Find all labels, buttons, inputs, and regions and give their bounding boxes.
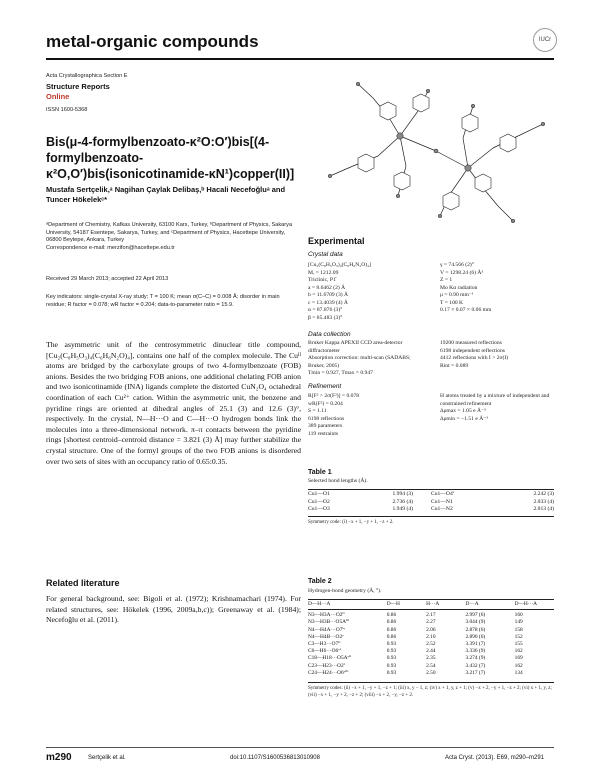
table-cell: 2.27 bbox=[426, 619, 436, 626]
table-row bbox=[308, 663, 554, 670]
hydrogen-bond-table bbox=[308, 601, 554, 677]
footer-rule bbox=[46, 747, 554, 748]
table-cell: 2.890 (6) bbox=[465, 633, 486, 640]
table1-caption: Selected bond lengths (Å). bbox=[308, 478, 368, 484]
table-cell: 149 bbox=[514, 619, 523, 626]
cell-gamma: γ = 74.566 (2)° bbox=[440, 262, 474, 268]
table-header-cell: D—H···A bbox=[515, 601, 554, 610]
table-cell: 0.86 bbox=[386, 612, 397, 619]
cell-volume: V = 1298.24 (6) Å³ bbox=[440, 269, 484, 276]
crystal-formula: [Cu₂(C₈H₅O₃)₄(C₆H₆N₂O)₄] bbox=[308, 262, 371, 268]
table2-top-rule bbox=[308, 599, 554, 600]
table-cell: 2.54 bbox=[426, 662, 436, 669]
iucr-logo: IUCr bbox=[533, 28, 557, 52]
absorption-correction: Absorption correction: multi-scan (SADABS; Bruker, 2005) bbox=[308, 355, 411, 369]
delta-rho-min: Δρmin = −1.51 e Å⁻³ bbox=[440, 415, 488, 422]
table2-caption: Hydrogen-bond geometry (Å, °). bbox=[308, 588, 382, 594]
cell-beta: β = 85.483 (3)° bbox=[308, 314, 343, 321]
z-value: Z = 1 bbox=[440, 277, 453, 283]
table-cell: 2.35 bbox=[426, 655, 436, 662]
table2-symmetry-note: Symmetry codes: (ii) −x + 1, −y + 1, −z + 1; (iii) x, y − 1, z; (iv) x + 1, y, z + 1; (v) −x + 2, −y + 1, −z + 2; (vi) x + 1, y, z; (vii) −x + 1, −y + 2, −z + 2; (viii) −x + 2, −y, −z + 2. bbox=[308, 686, 552, 698]
table-cell: 169 bbox=[514, 655, 523, 662]
table-header-row bbox=[308, 601, 554, 610]
table-header-cell: H···A bbox=[426, 601, 465, 610]
table-row bbox=[308, 619, 554, 626]
parameters: 389 parameters bbox=[308, 423, 343, 429]
table1-heading: Table 1 bbox=[308, 469, 332, 476]
table-cell: 2.013 (4) bbox=[533, 506, 554, 512]
refinement-reflections: 6198 reflections bbox=[308, 415, 345, 422]
footer-page-number: m290 bbox=[46, 752, 72, 763]
table-cell: 3.217 (7) bbox=[465, 669, 486, 676]
cell-a: a = 8.6462 (2) Å bbox=[308, 284, 346, 291]
table-cell: 0.93 bbox=[386, 648, 397, 655]
header-rule bbox=[46, 58, 554, 60]
data-collection-label: Data collection bbox=[308, 331, 351, 338]
observed-reflections: 4412 reflections with I > 2σ(I) bbox=[440, 355, 509, 361]
table-cell: Cu1—O1 bbox=[308, 491, 330, 497]
crystal-system: Triclinic, P1̄ bbox=[308, 277, 336, 283]
table-cell: 134 bbox=[514, 669, 523, 676]
independent-reflections: 6198 independent reflections bbox=[440, 347, 505, 354]
temperature: T = 100 K bbox=[440, 299, 464, 306]
table-row bbox=[308, 627, 554, 634]
refinement-label: Refinement bbox=[308, 383, 342, 390]
refinement-right bbox=[440, 393, 555, 423]
table-cell: 0.86 bbox=[386, 626, 397, 633]
table-cell: 1.949 (4) bbox=[392, 506, 413, 512]
data-collection-left bbox=[308, 340, 428, 378]
measured-reflections: 19200 measured reflections bbox=[440, 340, 502, 346]
table-cell: 1.994 (3) bbox=[392, 491, 413, 497]
table2-heading: Table 2 bbox=[308, 578, 332, 585]
mu-value: μ = 0.90 mm⁻¹ bbox=[440, 292, 474, 298]
table-cell: 3.274 (9) bbox=[465, 655, 486, 662]
table-cell: 2.242 (3) bbox=[533, 491, 554, 497]
table-cell: Cu1—N1 bbox=[430, 498, 453, 505]
table-row bbox=[308, 491, 554, 499]
table-cell: 2.44 bbox=[426, 648, 436, 655]
table-cell: C23—H23···O2ⁱ bbox=[308, 662, 345, 669]
crystal-data-label: Crystal data bbox=[308, 251, 343, 258]
table-cell: 3.391 (7) bbox=[465, 641, 486, 648]
table-cell: 3.336 (9) bbox=[465, 648, 486, 655]
table-cell: 2.033 (4) bbox=[533, 498, 554, 505]
table1-bottom-rule bbox=[308, 516, 554, 517]
wr-factor: wR(F²) = 0.204 bbox=[308, 400, 343, 407]
table-cell: 0.86 bbox=[386, 633, 397, 640]
article-title: Bis(μ-4-formylbenzoato-κ²O:O′)bis[(4-formylbenzoato-κ²O,O′)bis(isonicotinamide-κN¹)copper(II)] bbox=[46, 135, 295, 181]
restraints: 119 restraints bbox=[308, 430, 339, 437]
journal-name: Acta Crystallographica Section E bbox=[46, 73, 128, 79]
affiliations bbox=[46, 222, 296, 252]
table-cell: 2.10 bbox=[426, 633, 436, 640]
table-cell: N3—H3A···O2ⁱⁱ bbox=[308, 612, 345, 619]
data-collection-right bbox=[440, 340, 555, 370]
table1-symmetry-note: Symmetry code: (i) −x + 1, −y + 1, −z + 2. bbox=[308, 520, 394, 525]
h-atom-treatment: H atoms treated by a mixture of independent and constrained refinement bbox=[440, 393, 550, 407]
section-header-title: metal-organic compounds bbox=[46, 32, 259, 51]
transmission-range: Tmin = 0.927, Tmax = 0.947 bbox=[308, 370, 373, 376]
table-cell: 152 bbox=[514, 633, 523, 640]
delta-rho-max: Δρmax = 1.05 e Å⁻³ bbox=[440, 408, 486, 414]
table-header-cell: D—H bbox=[387, 601, 426, 610]
diffractometer: Bruker Kappa APEXII CCD area-detector diffractometer bbox=[308, 340, 403, 354]
abstract: The asymmetric unit of the centrosymmetric dinuclear title compound, [Cu₂(C₈H₅O₃)₄(C₆H₆N₂O)₄], contains one half of the complex molecule. The Cuᴵᴵ atoms are bridged by the carboxylate groups of two 4-formylbenzoate (FOB) anions. Besides the two bridging FOB anions, one additional chelating FOB anion and two isonicotinamide (INA) ligands complete the distorted CuN₂O₄ octahedral coordination of each Cu²⁺ cation. Within the asymmetric unit, the benzene and pyridine rings are oriented at dihedral angles of 25.1 (3) and 12.6 (3)°, respectively. In the crystal, N—H···O and C—H···O hydrogen bonds link the molecules into a three-dimensional network. π–π contacts between the pyridine rings [shortest centroid–centroid distance = 3.821 (3) Å] may further stabilize the crystal structure. One of the formyl groups of the two FOB anions is disordered over two sets of sites with an occupancy ratio of 0.65:0.35. bbox=[46, 340, 301, 466]
refinement-left bbox=[308, 393, 428, 438]
table-cell: 0.93 bbox=[386, 662, 397, 669]
table-cell: Cu1—O3 bbox=[308, 506, 330, 512]
cell-c: c = 13.4039 (4) Å bbox=[308, 299, 348, 306]
table2-bottom-rule bbox=[308, 682, 554, 683]
table-cell: 2.736 (4) bbox=[392, 498, 413, 505]
affiliation-text: ᵃDepartment of Chemistry, Kafkas University, 63100 Kars, Turkey, ᵇDepartment of Physics, Sakarya University, 54187 Esentepe, Sakarya, Turkey, and ᶜDepartment of Physics, Hacettepe University, 06800 Beytepe, Ankara, Turkey bbox=[46, 222, 293, 243]
footer-doi[interactable]: doi:10.1107/S1600536813010908 bbox=[230, 755, 320, 761]
table-row bbox=[308, 634, 554, 641]
table1-top-rule bbox=[308, 489, 554, 490]
correspondence-email[interactable]: Correspondence e-mail: merzifon@hacettepe.edu.tr bbox=[46, 244, 175, 251]
table-cell: 162 bbox=[514, 662, 523, 669]
table-cell: N4—H4B···O2ᵛ bbox=[308, 633, 344, 640]
table-cell: C6—H6···O6ᵛⁱ bbox=[308, 648, 341, 655]
related-literature-text: For general background, see: Bigoli et al. (1972); Krishnamachari (1974). For related structures, see: Hökelek (1996, 2009a,b,c)); Greenaway et al. (1984); Necefoğlu et al. (2011). bbox=[46, 594, 301, 625]
table-row bbox=[308, 670, 554, 677]
table-cell: 158 bbox=[514, 626, 523, 633]
crystal-mr: Mᵣ = 1212.09 bbox=[308, 269, 339, 276]
table-row bbox=[308, 499, 554, 507]
table-cell: N4—H4A···O7ⁱᵛ bbox=[308, 626, 346, 633]
online-tag: Online bbox=[46, 92, 70, 101]
crystal-data-left bbox=[308, 262, 428, 322]
related-literature-heading: Related literature bbox=[46, 578, 120, 588]
table-cell: 0.93 bbox=[386, 655, 397, 662]
table-cell: 2.878 (6) bbox=[465, 626, 486, 633]
table-cell: 162 bbox=[514, 648, 523, 655]
author-list: Mustafa Sertçelik,ᵃ Nagihan Çaylak Delibaş,ᵇ Hacali Necefoğluᵃ and Tuncer Hökelekᶜ* bbox=[46, 185, 286, 204]
table-cell: 2.06 bbox=[426, 626, 436, 633]
table-row bbox=[308, 610, 554, 620]
table-cell: 155 bbox=[514, 641, 523, 648]
table-cell: 0.86 bbox=[386, 619, 397, 626]
footer-journal-citation: Acta Cryst. (2013). E69, m290–m291 bbox=[445, 755, 545, 761]
received-dates: Received 29 March 2013; accepted 22 April 2013 bbox=[46, 276, 169, 282]
footer-authors: Sertçelik et al. bbox=[88, 755, 126, 761]
table-cell: C3—H3···O7ⁱⁱ bbox=[308, 641, 341, 648]
table-cell: 0.93 bbox=[386, 669, 397, 676]
table-cell: 0.93 bbox=[386, 641, 397, 648]
table-cell: 3.044 (9) bbox=[465, 619, 486, 626]
table-header-cell: D—H···A bbox=[308, 601, 387, 610]
table-cell: 3.432 (7) bbox=[465, 662, 486, 669]
radiation: Mo Kα radiation bbox=[440, 284, 478, 291]
table-row bbox=[308, 641, 554, 648]
cell-alpha: α = 87.876 (3)° bbox=[308, 307, 343, 313]
table-cell: 2.17 bbox=[426, 612, 436, 619]
experimental-heading: Experimental bbox=[308, 236, 365, 246]
rint: Rint = 0.089 bbox=[440, 362, 469, 369]
bond-lengths-table bbox=[308, 491, 554, 514]
key-indicators: Key indicators: single-crystal X-ray study; T = 100 K; mean σ(C–C) = 0.008 Å; disorder in main residue; R factor = 0.078; wR factor = 0.204; data-to-parameter ratio = 15.9. bbox=[46, 294, 280, 308]
table-cell: Cu1—O2 bbox=[308, 498, 330, 505]
r-factor: R[F² > 2σ(F²)] = 0.078 bbox=[308, 393, 360, 399]
crystal-data-right bbox=[440, 262, 555, 315]
table-cell: Cu1—N2 bbox=[430, 506, 453, 512]
issn: ISSN 1600-5368 bbox=[46, 107, 88, 113]
table-cell: C24—H24···O6ᵛⁱⁱⁱ bbox=[308, 669, 349, 676]
journal-section: Structure Reports bbox=[46, 82, 110, 91]
table-cell: 160 bbox=[514, 612, 523, 619]
table-cell: N3—H3B···O5Aⁱⁱⁱ bbox=[308, 619, 350, 626]
table-cell: 2.997 (6) bbox=[465, 612, 486, 619]
table-header-cell: D···A bbox=[465, 601, 514, 610]
table-cell: 2.52 bbox=[426, 641, 436, 648]
table-cell: 2.50 bbox=[426, 669, 436, 676]
cell-b: b = 11.6709 (3) Å bbox=[308, 292, 349, 298]
table-cell: C18—H18···O5Aᵛⁱⁱ bbox=[308, 655, 352, 662]
table-row bbox=[308, 506, 554, 514]
molecular-structure-figure bbox=[318, 76, 554, 226]
goodness-of-fit: S = 1.11 bbox=[308, 408, 327, 414]
table-cell: Cu1—O4ⁱ bbox=[430, 491, 454, 497]
table-row bbox=[308, 655, 554, 662]
crystal-size: 0.17 × 0.07 × 0.06 mm bbox=[440, 307, 492, 313]
